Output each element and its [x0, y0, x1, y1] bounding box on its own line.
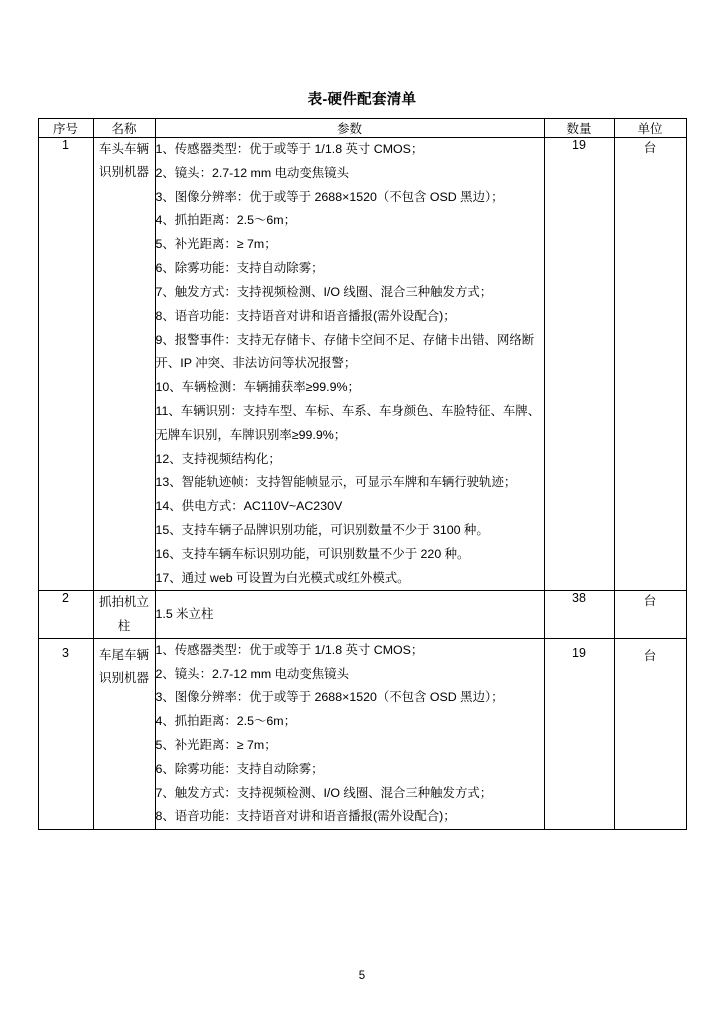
- param-line: 14、供电方式：AC110V~AC230V: [155, 499, 343, 514]
- param-line: 12、支持视频结构化；: [155, 451, 281, 466]
- param-line: 16、支持车辆车标识别功能，可识别数量不少于 220 种。: [155, 546, 470, 561]
- row-params: [155, 138, 544, 591]
- param-line: 11、车辆识别：支持车型、车标、车系、车身颜色、车脸特征、车牌、无牌车识别，车牌识别率≥99.9%；: [155, 403, 541, 442]
- column-header-unit: 单位: [614, 119, 686, 138]
- param-line: 13、智能轨迹帧：支持智能帧显示，可显示车牌和车辆行驶轨迹；: [155, 475, 517, 490]
- param-line: 2、镜头：2.7-12 mm 电动变焦镜头: [155, 666, 349, 681]
- row-name: 车尾车辆识别机器: [93, 638, 155, 830]
- param-line: 8、语音功能：支持语音对讲和语音播报(需外设配合)；: [155, 809, 456, 824]
- param-line: 9、报警事件：支持无存储卡、存储卡空间不足、存储卡出错、网络断开、IP 冲突、非法访问等状况报警；: [155, 332, 535, 371]
- row-name: 车头车辆识别机器: [93, 138, 155, 591]
- param-line: 2、镜头：2.7-12 mm 电动变焦镜头: [155, 165, 349, 180]
- param-line: 5、补光距离：≥ 7m；: [155, 737, 277, 752]
- table-header-row: [38, 119, 686, 138]
- row-no: 3: [38, 638, 93, 830]
- row-no: 2: [38, 591, 93, 638]
- param-line: 5、补光距离：≥ 7m；: [155, 237, 277, 252]
- column-header-no: 序号: [38, 119, 93, 138]
- param-line: 3、图像分辨率：优于或等于 2688×1520（不包含 OSD 黑边）；: [155, 189, 504, 204]
- column-header-params: 参数: [155, 119, 544, 138]
- column-header-name: 名称: [93, 119, 155, 138]
- table-row: [38, 638, 686, 830]
- page-title: 表-硬件配套清单: [307, 92, 417, 108]
- param-line: 1、传感器类型：优于或等于 1/1.8 英寸 CMOS；: [155, 642, 424, 657]
- param-line: 3、图像分辨率：优于或等于 2688×1520（不包含 OSD 黑边）；: [155, 690, 504, 705]
- row-params: [155, 638, 544, 830]
- table-row: [38, 138, 686, 591]
- param-line: 6、除雾功能：支持自动除雾；: [155, 761, 324, 776]
- param-line: 4、抓拍距离：2.5～6m；: [155, 714, 296, 729]
- param-line: 6、除雾功能：支持自动除雾；: [155, 261, 324, 276]
- param-line: 1、传感器类型：优于或等于 1/1.8 英寸 CMOS；: [155, 142, 424, 156]
- row-name: 抓拍机立柱: [93, 591, 155, 638]
- row-qty: 19: [544, 638, 614, 830]
- row-unit: 台: [614, 138, 686, 591]
- hardware-list-table: [38, 118, 687, 830]
- column-header-qty: 数量: [544, 119, 614, 138]
- param-line: 10、车辆检测：车辆捕获率≥99.9%；: [155, 380, 360, 395]
- row-qty: 19: [544, 138, 614, 591]
- row-qty: 38: [544, 591, 614, 638]
- param-line: 7、触发方式：支持视频检测、I/O 线圈、混合三种触发方式；: [155, 284, 493, 299]
- param-line: 7、触发方式：支持视频检测、I/O 线圈、混合三种触发方式；: [155, 785, 493, 800]
- row-unit: 台: [614, 591, 686, 638]
- param-line: 15、支持车辆子品牌识别功能，可识别数量不少于 3100 种。: [155, 523, 489, 537]
- param-line: 1.5 米立柱: [155, 606, 214, 621]
- row-unit: 台: [614, 638, 686, 830]
- param-line: 4、抓拍距离：2.5～6m；: [155, 213, 296, 228]
- row-params: [155, 591, 544, 638]
- table-row: [38, 591, 686, 638]
- param-line: 17、通过 web 可设置为白光模式或红外模式。: [155, 570, 410, 585]
- page-number: 5: [358, 970, 366, 982]
- param-line: 8、语音功能：支持语音对讲和语音播报(需外设配合)；: [155, 308, 456, 323]
- row-no: 1: [38, 138, 93, 591]
